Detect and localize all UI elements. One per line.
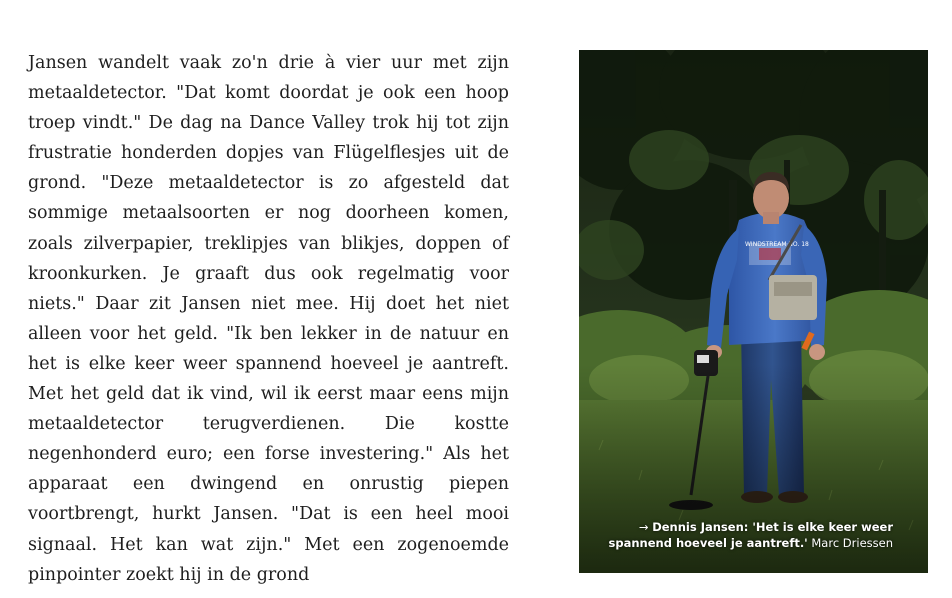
arrow-right-icon: → — [638, 520, 649, 534]
caption-quote: Dennis Jansen: 'Het is elke keer weer spannend hoeveel je aantreft.' — [608, 520, 893, 550]
article-text: Jansen wandelt vaak zo'n drie à vier uur met zijn metaaldetector. "Dat komt doordat je ook een hoop troep vindt." De dag na Dance Valley trok hij tot zijn frustratie honderden dopjes van Flügelflesjes uit de grond. "Deze metaaldetector is zo afgesteld dat sommige metaalsoorten er nog doorheen komen, zoals zilverpapier, treklipjes van blikjes, doppen of kroonkurken. Je graaft dus ook regelmatig voor niets." Daar zit Jansen niet mee. Hij doet het niet alleen voor het geld. "Ik ben lekker in de natuur en het is elke keer weer spannend hoeveel je aantreft. Met het geld dat ik vind, wil ik eerst maar eens mijn metaaldetector terugverdienen. Die kostte negenhonderd euro; een forse investering." Als het apparaat een dwingend en onrustig piepen voortbrengt, hurkt Jansen. "Dat is een heel mooi signaal. Het kan wat zijn." Met een zogenoemde pinpointer zoekt hij in de grond — [28, 53, 509, 585]
caption-credit: Marc Driessen — [811, 536, 893, 550]
photo-caption — [608, 519, 893, 551]
man-with-metal-detector-photo — [579, 50, 928, 573]
article-photo — [579, 50, 928, 573]
